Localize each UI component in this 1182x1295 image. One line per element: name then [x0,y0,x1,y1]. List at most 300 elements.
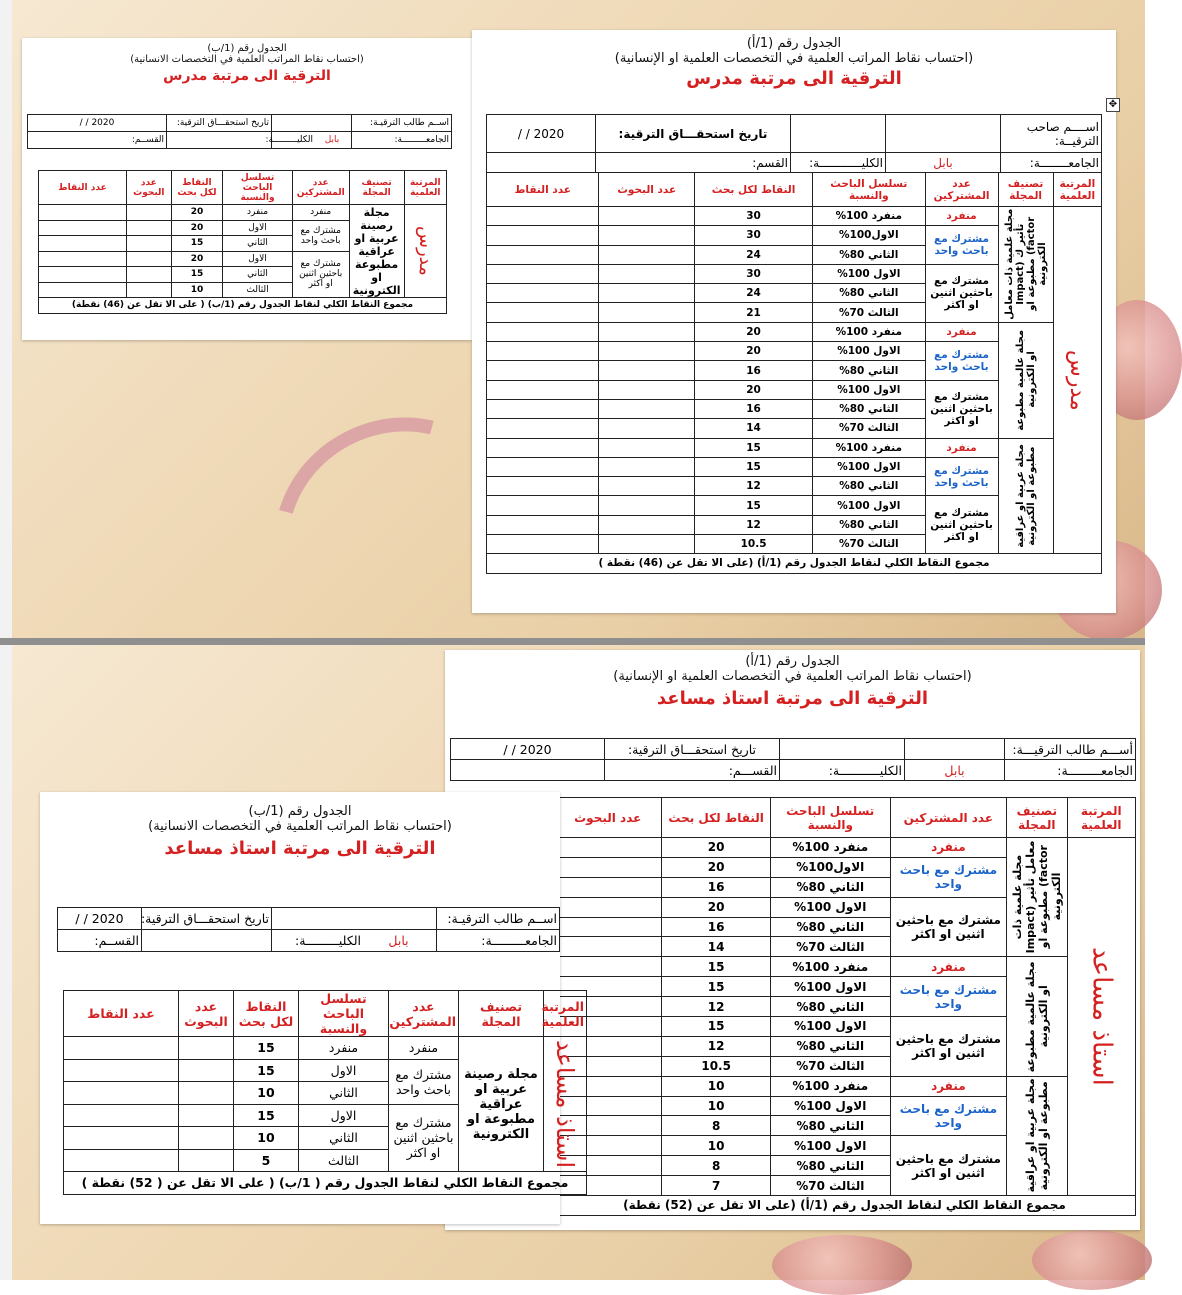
points-cell: 12 [695,477,813,496]
total-points-cell[interactable] [487,226,599,245]
sequence-cell: الاول 100% [813,380,925,399]
participants-cell: مشترك مع باحثين اثنين او اكثر [890,897,1006,957]
total-points-cell[interactable] [487,342,599,361]
column-header: المرتبة العلمية [404,171,446,205]
research-count-cell[interactable] [554,838,662,858]
points-cell: 5 [234,1149,299,1172]
college-field[interactable] [167,132,272,149]
total-points-cell[interactable] [64,1104,179,1127]
table-row [487,207,1102,226]
rank-label [1053,207,1101,554]
sequence-cell: منفرد [223,205,292,221]
sequence-cell: منفرد 100% [813,207,925,226]
sequence-cell: الاول [223,220,292,236]
total-points-cell[interactable] [64,1149,179,1172]
date-field[interactable]: 2020 / / [58,908,142,930]
points-cell: 10 [662,1076,770,1096]
participants-cell: منفرد [925,322,998,341]
promotion-title: الترقية الى مرتبة مدرس [686,68,902,89]
participants-cell: مشترك مع باحث واحد [925,226,998,265]
research-count-cell[interactable] [554,937,662,957]
name-label: أســـم طالب الترقيـــة: [1005,739,1136,760]
column-header: عدد المشتركين [925,173,998,207]
points-cell: 21 [695,303,813,322]
points-cell: 10.5 [695,535,813,554]
points-cell: 30 [695,264,813,283]
points-cell: 10 [171,282,223,298]
points-cell: 15 [171,236,223,252]
participants-cell: مشترك مع باحث واحد [890,1096,1006,1136]
rank-label [404,205,446,298]
sequence-cell: الثاني [299,1082,389,1105]
sequence-cell: الثاني 80% [813,477,925,496]
total-points-cell[interactable] [487,380,599,399]
table-row [554,957,1136,977]
research-count-cell[interactable] [554,957,662,977]
name-field[interactable] [272,115,352,132]
name-label: اســم طالب الترقيـة: [352,115,452,132]
column-header: تسلسل الباحث والنسبة [299,991,389,1037]
sequence-cell: منفرد 100% [770,838,890,858]
points-cell: 30 [695,226,813,245]
research-count-cell[interactable] [599,496,695,515]
name-label: اســم طالب الترقيـة: [437,908,560,930]
points-cell: 30 [695,207,813,226]
rose-decoration [772,1235,912,1295]
points-cell: 10 [234,1082,299,1105]
research-count-cell[interactable] [599,207,695,226]
points-cell: 20 [171,251,223,267]
sequence-cell: الثاني 80% [770,1156,890,1176]
university-value: بابل [388,933,409,948]
sequence-cell: منفرد 100% [770,957,890,977]
department-field[interactable] [451,760,605,781]
table-subtitle: (احتساب نقاط المراتب العلمية في التخصصات العلمية او الإنسانية) [614,51,974,66]
research-count-cell[interactable] [599,322,695,341]
date-label: تاريخ استحقـــاق الترقية: [142,908,272,930]
participants-cell: منفرد [890,957,1006,977]
column-header: تصنيف المجلة [459,991,544,1037]
points-cell: 15 [662,957,770,977]
journal-category: مجلة علمية ذات معامل تأثير ك (Impact factor) مطبوعة او الكترونية [998,207,1053,323]
points-cell: 20 [695,380,813,399]
points-cell: 24 [695,284,813,303]
sequence-cell: الاول 100% [770,1017,890,1037]
participants-cell: مشترك مع باحث واحد [890,857,1006,897]
research-count-cell[interactable] [554,877,662,897]
research-count-cell[interactable] [599,284,695,303]
points-cell: 16 [662,917,770,937]
points-cell: 15 [234,1037,299,1060]
points-table [553,797,1136,1216]
department-label: القســـم: [605,760,780,781]
column-header: عدد البحوث [179,991,234,1037]
college-label: الكليـــــــــة: [265,135,313,145]
journal-category: مجلة عربية او عراقية مطبوعة او الكترونية [1007,1076,1067,1195]
sequence-cell: الاول 100% [770,1136,890,1156]
move-handle-icon[interactable]: ✥ [1106,98,1120,112]
total-points-cell[interactable] [487,264,599,283]
table-row [554,838,1136,858]
column-header: تسلسل الباحث والنسبة [223,171,292,205]
rank-text: استاذ مساعد [551,1039,579,1169]
sequence-cell: الثالث 70% [770,937,890,957]
sequence-cell: الثاني 80% [770,997,890,1017]
sequence-cell: الثاني 80% [770,877,890,897]
rank-label [544,1037,587,1172]
university-label: الجامعـــــــــة: [1005,760,1136,781]
points-cell: 10 [234,1127,299,1150]
points-cell: 7 [662,1176,770,1196]
department-label: القسم: [596,153,791,173]
participants-cell: منفرد [925,207,998,226]
research-count-cell[interactable] [599,515,695,534]
total-points-cell[interactable] [487,438,599,457]
column-header: عدد البحوث [599,173,695,207]
name-field[interactable] [886,115,1001,153]
university-value: بابل [886,153,1001,173]
column-header: عدد النقاط [64,991,179,1037]
sequence-cell: الثاني [223,236,292,252]
journal-category: مجلة رصينة عربية او عراقية مطبوعة او الكترونية [349,205,404,298]
sequence-cell: الثالث 70% [813,535,925,554]
participants-cell: مشترك مع باحث واحد [292,220,349,251]
research-count-cell[interactable] [599,226,695,245]
college-field[interactable] [142,930,272,952]
sequence-cell: الاول [223,251,292,267]
points-table [486,172,1102,574]
points-cell: 15 [234,1059,299,1082]
research-count-cell[interactable] [599,245,695,264]
promotion-title: الترقية الى مرتبة مدرس [163,68,331,84]
rose-decoration [1032,1230,1152,1290]
table-number: الجدول رقم (1/أ) [745,654,840,669]
table-subtitle: (احتساب نقاط المراتب العلمية في التخصصات الانسانية) [148,819,452,834]
date-field[interactable]: 2020 / / [487,115,596,153]
points-cell: 10 [662,1096,770,1116]
research-count-cell[interactable] [599,380,695,399]
table-1a-lecturer-document [472,30,1116,613]
journal-category: مجلة علمية ذات معامل تأثير (Impact factor) مطبوعة او الكترونية [1007,838,1067,957]
research-count-cell[interactable] [127,236,172,252]
total-row: مجموع النقاط الكلي لنقاط الجدول رقم (1/أ) (على الا تقل عن (46) نقطة ) [487,554,1102,573]
research-count-cell[interactable] [599,535,695,554]
university-label: الجامعـــــــــة: [352,132,452,149]
points-cell: 20 [662,897,770,917]
column-header: تصنيف المجلة [349,171,404,205]
column-header: عدد النقاط [39,171,127,205]
column-header: النقاط لكل بحث [695,173,813,207]
sequence-cell: منفرد 100% [813,322,925,341]
total-points-cell[interactable] [64,1059,179,1082]
image-divider [0,638,1145,645]
sequence-cell: الثاني 80% [770,1116,890,1136]
participants-cell: مشترك مع باحثين اثنين او اكثر [890,1136,1006,1196]
total-points-cell[interactable] [487,284,599,303]
journal-category: مجلة رصينة عربية او عراقية مطبوعة او الكترونية [459,1037,544,1172]
points-cell: 12 [662,1036,770,1056]
column-header: تصنيف المجلة [998,173,1053,207]
sequence-cell: الثاني 80% [813,361,925,380]
sequence-cell: الثالث 70% [770,1056,890,1076]
research-count-cell[interactable] [599,342,695,361]
table-row [487,438,1102,457]
points-table [38,170,447,314]
college-label: الكليــــــــــــة: [791,153,886,173]
points-cell: 20 [695,342,813,361]
points-cell: 20 [171,220,223,236]
research-count-cell[interactable] [127,267,172,283]
research-count-cell[interactable] [599,457,695,476]
points-cell: 15 [695,438,813,457]
column-header: المرتبة العلمية [544,991,587,1037]
date-field[interactable]: 2020 / / [451,739,605,760]
date-label: تاريخ استحقـــاق الترقية: [596,115,791,153]
sequence-cell: الاول 100% [770,977,890,997]
research-count-cell[interactable] [554,917,662,937]
sequence-cell: الثاني 80% [813,515,925,534]
total-points-cell[interactable] [64,1127,179,1150]
column-header: عدد البحوث [554,798,662,838]
date-label: تاريخ استحقـــاق الترقية: [605,739,780,760]
table-row [39,205,447,221]
sequence-cell: الثالث [299,1149,389,1172]
university-label: الجامعـــــــــة: [437,930,560,952]
points-cell: 14 [662,937,770,957]
research-count-cell[interactable] [599,477,695,496]
total-points-cell[interactable] [64,1082,179,1105]
applicant-info-table [57,907,560,952]
research-count-cell[interactable] [599,399,695,418]
total-points-cell[interactable] [487,361,599,380]
total-points-cell[interactable] [487,245,599,264]
sequence-cell: الثالث 70% [770,1176,890,1196]
column-header: تصنيف المجلة [1007,798,1067,838]
column-header: المرتبة العلمية [1067,798,1135,838]
sequence-cell: الثاني [299,1127,389,1150]
points-cell: 12 [662,997,770,1017]
points-cell: 15 [662,977,770,997]
sequence-cell: الثالث 70% [813,303,925,322]
sequence-cell: منفرد 100% [770,1076,890,1096]
total-points-cell[interactable] [39,236,127,252]
participants-cell: مشترك مع باحث واحد [389,1059,459,1104]
column-header: المرتبة العلمية [1053,173,1101,207]
sequence-cell: الثاني 80% [770,1036,890,1056]
points-cell: 16 [695,361,813,380]
total-points-cell[interactable] [39,282,127,298]
sequence-cell: الاول 100% [813,264,925,283]
participants-cell: منفرد [389,1037,459,1060]
research-count-cell[interactable] [127,220,172,236]
table-subtitle: (احتساب نقاط المراتب العلمية في التخصصات العلمية او الإنسانية) [613,669,972,684]
rank-label [1067,838,1135,1196]
promotion-title: الترقية الى مرتبة استاذ مساعد [656,688,929,709]
sequence-cell: الثاني [223,267,292,283]
participants-cell: مشترك مع باحثين اثنين او اكثر [925,264,998,322]
total-row: مجموع النقاط الكلي لنقاط الجدول رقم (1/ب) ( على الا تقل عن (46) نقطة) [39,298,447,314]
applicant-info-table [27,114,452,149]
column-header: عدد المشتركين [389,991,459,1037]
participants-cell: مشترك مع باحثين اثنين او اكثر [925,380,998,438]
sequence-cell: الاول 100% [770,897,890,917]
table-1b-lecturer-document [22,38,472,340]
research-count-cell[interactable] [599,264,695,283]
table-number: الجدول رقم (1/ب) [248,804,352,819]
date-field[interactable]: 2020 / / [28,115,167,132]
table-row [487,322,1102,341]
total-row: مجموع النقاط الكلي لنقاط الجدول رقم ( 1/ب) ( على الا تقل عن ( 52) نقطة ) [64,1172,587,1195]
total-points-cell[interactable] [487,399,599,418]
sequence-cell: الثالث [223,282,292,298]
table-row [554,1076,1136,1096]
research-count-cell[interactable] [127,205,172,221]
points-cell: 20 [662,857,770,877]
total-points-cell[interactable] [39,251,127,267]
journal-category: مجلة عالمية مطبوعة او الكترونية [998,322,1053,438]
rank-text: استاذ مساعد [1086,947,1117,1086]
column-header: النقاط لكل بحث [662,798,770,838]
applicant-info-table [450,738,1136,781]
points-cell: 20 [662,838,770,858]
participants-cell: مشترك مع باحثين اثنين او اكثر [925,496,998,554]
points-table [63,990,587,1195]
points-cell: 12 [695,515,813,534]
research-count-cell[interactable] [179,1082,234,1105]
name-field[interactable] [905,739,1005,760]
points-cell: 24 [695,245,813,264]
research-count-cell[interactable] [554,857,662,877]
participants-cell: مشترك مع باحثين اثنين او اكثر [389,1104,459,1172]
points-cell: 16 [662,877,770,897]
total-points-cell[interactable] [64,1037,179,1060]
university-value: بابل [905,760,1005,781]
points-cell: 15 [171,267,223,283]
points-cell: 20 [695,322,813,341]
points-cell: 10 [662,1136,770,1156]
column-header: عدد المشتركين [292,171,349,205]
sequence-cell: الاول100% [813,226,925,245]
participants-cell: مشترك مع باحثين اثنين او اكثر [890,1017,1006,1077]
research-count-cell[interactable] [599,419,695,438]
points-cell: 10.5 [662,1056,770,1076]
total-points-cell[interactable] [487,303,599,322]
sequence-cell: منفرد 100% [813,438,925,457]
sequence-cell: الاول 100% [813,457,925,476]
sequence-cell: الاول 100% [813,496,925,515]
college-label: الكليـــــــــــة: [780,760,905,781]
participants-cell: منفرد [890,838,1006,858]
total-row: مجموع النقاط الكلي لنقاط الجدول رقم (1/أ) (على الا تقل عن (52) نقطة) [554,1196,1136,1216]
rank-text: مدرس [1064,349,1090,411]
rank-text: مدرس [414,226,436,276]
participants-cell: مشترك مع باحث واحد [890,977,1006,1017]
department-label: القســم: [58,930,142,952]
research-count-cell[interactable] [554,897,662,917]
total-points-cell[interactable] [39,205,127,221]
points-cell: 20 [171,205,223,221]
participants-cell: منفرد [890,1076,1006,1096]
research-count-cell[interactable] [179,1149,234,1172]
total-points-cell[interactable] [39,220,127,236]
sequence-cell: الثاني 80% [813,399,925,418]
research-count-cell[interactable] [599,361,695,380]
research-count-cell[interactable] [179,1059,234,1082]
sequence-cell: الاول100% [770,857,890,877]
table-number: الجدول رقم (1/أ) [746,36,842,51]
total-points-cell[interactable] [487,457,599,476]
points-cell: 15 [662,1017,770,1037]
sequence-cell: الثالث 70% [813,419,925,438]
journal-category: مجلة عربية او عراقية مطبوعة او الكترونية [998,438,1053,554]
sequence-cell: الاول [299,1059,389,1082]
table-1b-assistant-professor-document [40,792,584,1224]
sequence-cell: الثاني 80% [813,284,925,303]
participants-cell: منفرد [925,438,998,457]
total-points-cell[interactable] [39,267,127,283]
column-header: عدد البحوث [127,171,172,205]
sequence-cell: الاول 100% [813,342,925,361]
research-count-cell[interactable] [179,1104,234,1127]
sequence-cell: الثاني 80% [770,917,890,937]
points-cell: 15 [695,496,813,515]
column-header: النقاط لكل بحث [234,991,299,1037]
total-points-cell[interactable] [487,419,599,438]
participants-cell: مشترك مع باحث واحد [925,457,998,496]
points-cell: 14 [695,419,813,438]
research-count-cell[interactable] [599,438,695,457]
name-label: اســــم صاحب الترقيــة: [1001,115,1102,153]
department-field[interactable] [487,153,596,173]
column-header: النقاط لكل بحث [171,171,223,205]
column-header: عدد المشتركين [890,798,1006,838]
total-points-cell[interactable] [487,207,599,226]
applicant-info-table [486,114,1102,173]
total-points-cell[interactable] [487,322,599,341]
total-points-cell[interactable] [487,477,599,496]
table-number: الجدول رقم (1/ب) [207,43,287,54]
research-count-cell[interactable] [127,282,172,298]
points-cell: 15 [695,457,813,476]
sequence-cell: الثاني 80% [813,245,925,264]
participants-cell: مشترك مع باحثين اثنين او اكثر [292,251,349,298]
college-label: الكليـــــــــة: [295,933,361,948]
points-cell: 8 [662,1116,770,1136]
research-count-cell[interactable] [599,303,695,322]
research-count-cell[interactable] [179,1127,234,1150]
sequence-cell: الاول [299,1104,389,1127]
total-points-cell[interactable] [487,535,599,554]
total-points-cell[interactable] [487,496,599,515]
participants-cell: منفرد [292,205,349,221]
column-header: تسلسل الباحث والنسبة [770,798,890,838]
column-header: تسلسل الباحث والنسبة [813,173,925,207]
table-row [64,1037,587,1060]
points-cell: 16 [695,399,813,418]
participants-cell: مشترك مع باحث واحد [925,342,998,381]
points-cell: 15 [234,1104,299,1127]
name-field[interactable] [272,908,437,930]
promotion-title: الترقية الى مرتبة استاذ مساعد [164,838,436,859]
column-header: عدد النقاط [487,173,599,207]
department-label: القســم: [28,132,167,149]
table-subtitle: (احتساب نقاط المراتب العلمية في التخصصات الانسانية) [130,54,364,65]
total-points-cell[interactable] [487,515,599,534]
sequence-cell: الاول 100% [770,1096,890,1116]
university-value: بابل [324,135,340,145]
research-count-cell[interactable] [127,251,172,267]
research-count-cell[interactable] [179,1037,234,1060]
